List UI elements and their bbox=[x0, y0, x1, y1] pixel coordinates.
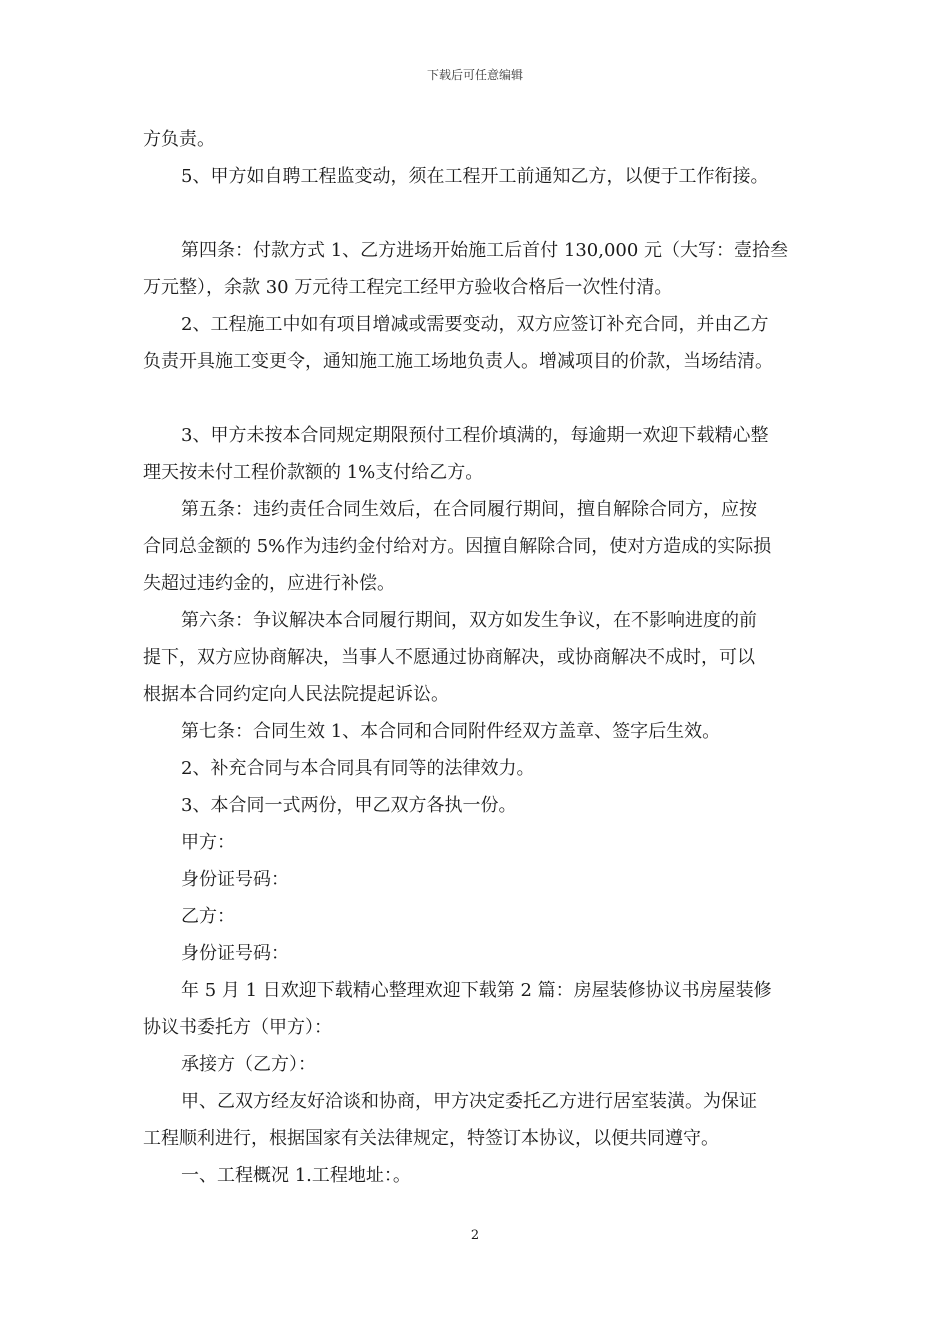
text-line: 一、工程概况 1.工程地址：。 bbox=[181, 1165, 411, 1186]
text-line: 承接方（乙方）： bbox=[181, 1054, 316, 1075]
text-line: 负责开具施工变更令，通知施工施工场地负责人。增减项目的价款，当场结清。 bbox=[143, 351, 773, 372]
text-line: 乙方： bbox=[181, 906, 235, 927]
text-line: 身份证号码： bbox=[181, 869, 289, 890]
text-line: 理天按未付工程价款额的 1%支付给乙方。 bbox=[143, 462, 484, 483]
text-line: 第六条：争议解决本合同履行期间，双方如发生争议，在不影响进度的前 bbox=[181, 610, 757, 631]
text-line: 工程顺利进行，根据国家有关法律规定，特签订本协议，以便共同遵守。 bbox=[143, 1128, 719, 1149]
text-line: 提下，双方应协商解决，当事人不愿通过协商解决，或协商解决不成时，可以 bbox=[143, 647, 755, 668]
text-line: 甲、乙双方经友好洽谈和协商，甲方决定委托乙方进行居室装潢。为保证 bbox=[181, 1091, 757, 1112]
text-line: 5、甲方如自聘工程监变动，须在工程开工前通知乙方，以便于工作衔接。 bbox=[181, 166, 769, 187]
text-line: 年 5 月 1 日欢迎下载精心整理欢迎下载第 2 篇：房屋装修协议书房屋装修 bbox=[181, 980, 772, 1001]
page-header: 下载后可任意编辑 bbox=[426, 68, 523, 82]
text-line: 第四条：付款方式 1、乙方进场开始施工后首付 130,000 元（大写：壹拾叁 bbox=[181, 240, 789, 261]
text-line: 万元整），余款 30 万元待工程完工经甲方验收合格后一次性付清。 bbox=[143, 277, 673, 298]
text-line: 3、本合同一式两份，甲乙双方各执一份。 bbox=[181, 795, 517, 816]
text-line: 甲方： bbox=[181, 832, 235, 853]
text-line: 失超过违约金的，应进行补偿。 bbox=[143, 573, 395, 594]
text-line: 方负责。 bbox=[143, 129, 215, 150]
text-line: 3、甲方未按本合同规定期限预付工程价填满的，每逾期一欢迎下载精心整 bbox=[181, 425, 769, 446]
text-line: 根据本合同约定向人民法院提起诉讼。 bbox=[143, 684, 449, 705]
text-line: 2、工程施工中如有项目增减或需要变动，双方应签订补充合同，并由乙方 bbox=[181, 314, 769, 335]
text-line: 身份证号码： bbox=[181, 943, 289, 964]
document-body bbox=[143, 121, 823, 1194]
paragraph-gap bbox=[143, 195, 823, 232]
text-line: 合同总金额的 5%作为违约金付给对方。因擅自解除合同，使对方造成的实际损 bbox=[143, 536, 772, 557]
text-line: 协议书委托方（甲方）： bbox=[143, 1017, 332, 1038]
text-line: 第七条：合同生效 1、本合同和合同附件经双方盖章、签字后生效。 bbox=[181, 721, 721, 742]
text-line: 第五条：违约责任合同生效后，在合同履行期间，擅自解除合同方，应按 bbox=[181, 499, 757, 520]
paragraph-gap bbox=[143, 380, 823, 417]
page-number: 2 bbox=[470, 1228, 480, 1243]
text-line: 2、补充合同与本合同具有同等的法律效力。 bbox=[181, 758, 535, 779]
